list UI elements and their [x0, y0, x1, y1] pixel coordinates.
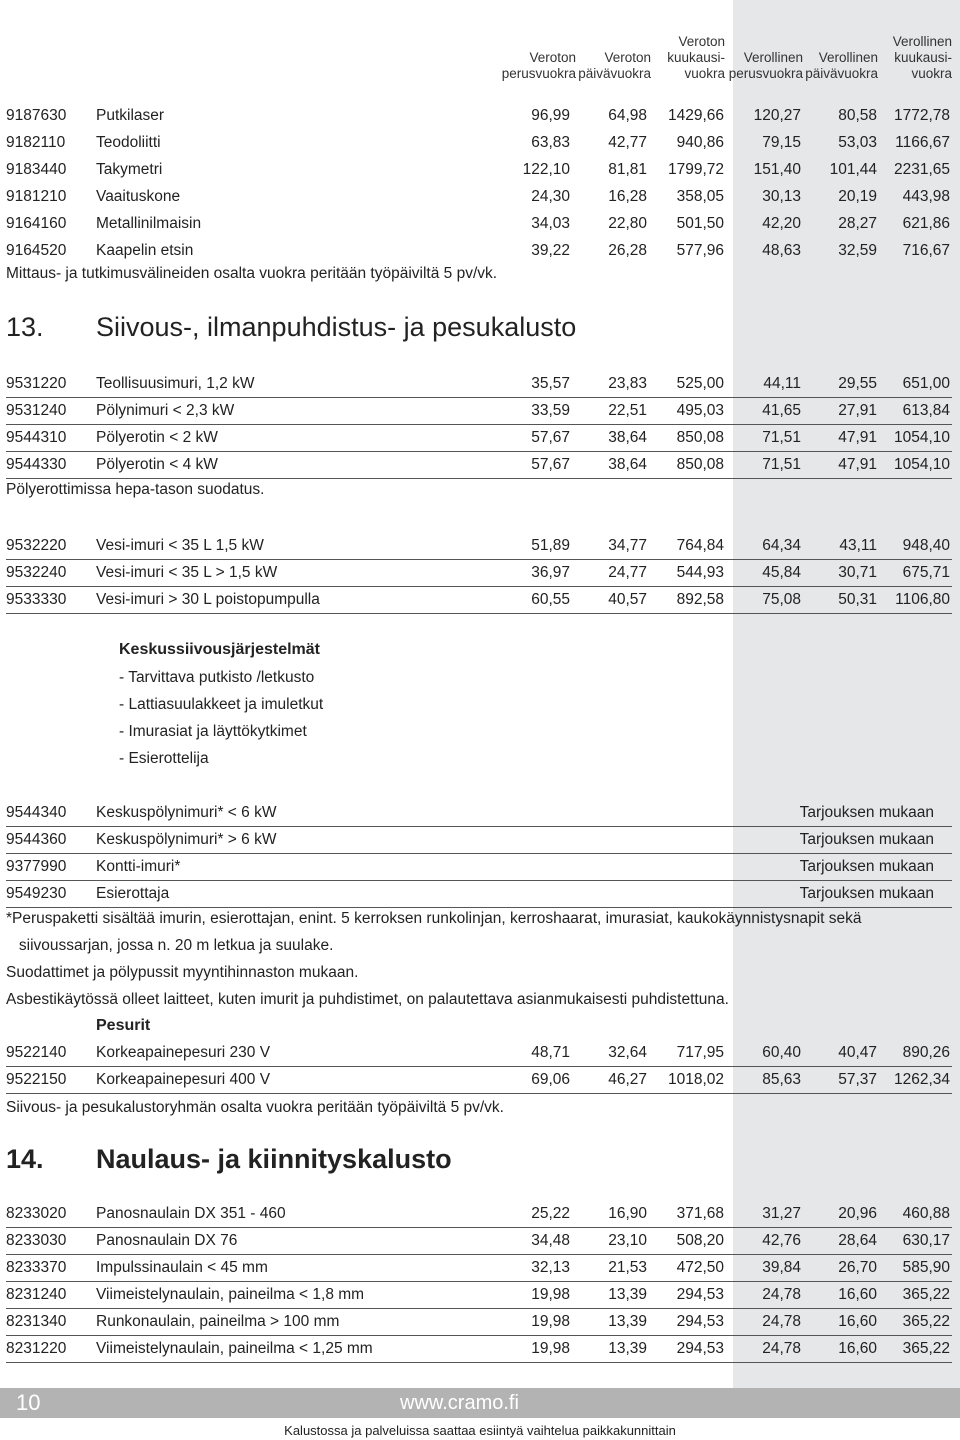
table-row [6, 826, 952, 854]
product-code: 9532240 [6, 564, 67, 581]
price-cell: 472,50 [676, 1259, 724, 1276]
price-cell: 443,98 [902, 188, 950, 205]
measurement-rental-note: Mittaus- ja tutkimusvälineiden osalta vuokra peritään työpäiviltä 5 pv/vk. [6, 265, 498, 282]
price-cell: 294,53 [676, 1286, 724, 1303]
header-verollinen-kuukausivuokra: Verollinen kuukausi- vuokra [892, 34, 952, 81]
product-name: Panosnaulain DX 351 - 460 [96, 1205, 286, 1222]
product-name: Vesi-imuri < 35 L 1,5 kW [96, 537, 264, 554]
product-code: 8231220 [6, 1340, 67, 1357]
price-cell: 85,63 [762, 1071, 801, 1088]
product-name: Pölyerotin < 2 kW [96, 429, 218, 446]
central-item: - Lattiasuulakkeet ja imuletkut [119, 696, 324, 713]
product-name: Viimeistelynaulain, paineilma < 1,8 mm [96, 1286, 365, 1303]
price-cell: 30,71 [838, 564, 877, 581]
price-cell: 948,40 [902, 537, 950, 554]
price-on-request: Tarjouksen mukaan [799, 858, 934, 875]
price-cell: 1799,72 [667, 161, 724, 178]
price-cell: 53,03 [838, 134, 877, 151]
product-name: Vesi-imuri > 30 L poistopumpulla [96, 591, 320, 608]
price-cell: 25,22 [531, 1205, 570, 1222]
price-cell: 38,64 [608, 429, 647, 446]
price-cell: 850,08 [676, 429, 724, 446]
product-name: Pölyerotin < 4 kW [96, 456, 218, 473]
product-code: 8233020 [6, 1205, 67, 1222]
price-cell: 23,83 [608, 375, 647, 392]
price-cell: 1772,78 [893, 107, 950, 124]
product-name: Vaaituskone [96, 188, 181, 205]
price-cell: 45,84 [762, 564, 801, 581]
price-cell: 13,39 [608, 1286, 647, 1303]
price-cell: 294,53 [676, 1340, 724, 1357]
price-cell: 365,22 [902, 1313, 950, 1330]
footer-disclaimer: Kalustossa ja palveluissa saattaa esiintyä vaihtelua paikkakunnittain [284, 1423, 676, 1438]
price-cell: 585,90 [902, 1259, 950, 1276]
product-name: Panosnaulain DX 76 [96, 1232, 238, 1249]
price-cell: 365,22 [902, 1340, 950, 1357]
product-name: Pölynimuri < 2,3 kW [96, 402, 235, 419]
product-code: 9377990 [6, 858, 67, 875]
price-cell: 1166,67 [895, 134, 950, 151]
price-cell: 544,93 [676, 564, 724, 581]
product-code: 9164160 [6, 215, 67, 232]
price-cell: 501,50 [676, 215, 724, 232]
price-cell: 47,91 [838, 456, 877, 473]
price-cell: 40,47 [838, 1044, 877, 1061]
price-cell: 24,78 [762, 1313, 801, 1330]
price-cell: 51,89 [531, 537, 570, 554]
price-cell: 64,34 [762, 537, 801, 554]
price-cell: 20,19 [838, 188, 877, 205]
price-cell: 48,71 [531, 1044, 570, 1061]
price-cell: 19,98 [531, 1313, 570, 1330]
section-13-number: 13. [6, 312, 44, 342]
price-cell: 75,08 [762, 591, 801, 608]
price-cell: 16,60 [838, 1313, 877, 1330]
price-cell: 57,67 [531, 429, 570, 446]
price-cell: 44,11 [763, 375, 801, 392]
price-cell: 22,51 [608, 402, 647, 419]
table-row [6, 880, 952, 908]
price-cell: 19,98 [531, 1340, 570, 1357]
price-cell: 717,95 [676, 1044, 724, 1061]
product-code: 9164520 [6, 242, 67, 259]
product-name: Vesi-imuri < 35 L > 1,5 kW [96, 564, 278, 581]
price-cell: 16,90 [608, 1205, 647, 1222]
product-code: 9522140 [6, 1044, 67, 1061]
price-cell: 120,27 [753, 107, 801, 124]
price-cell: 460,88 [902, 1205, 950, 1222]
table-row [6, 532, 952, 560]
product-code: 9531240 [6, 402, 67, 419]
product-name: Esierottaja [96, 885, 170, 902]
product-name: Putkilaser [96, 107, 165, 124]
price-cell: 79,15 [762, 134, 801, 151]
hepa-note: Pölyerottimissa hepa-tason suodatus. [6, 481, 265, 498]
price-cell: 850,08 [676, 456, 724, 473]
table-row [6, 1200, 952, 1228]
price-cell: 1106,80 [895, 591, 950, 608]
price-cell: 34,77 [608, 537, 647, 554]
price-cell: 122,10 [522, 161, 570, 178]
page-number: 10 [16, 1390, 41, 1415]
price-on-request: Tarjouksen mukaan [799, 831, 934, 848]
product-code: 9549230 [6, 885, 67, 902]
price-cell: 365,22 [902, 1286, 950, 1303]
price-cell: 577,96 [676, 242, 724, 259]
price-cell: 71,51 [762, 456, 801, 473]
cleaning-rental-note: Siivous- ja pesukalustoryhmän osalta vuokra peritään työpäiviltä 5 pv/vk. [6, 1099, 504, 1116]
page-footer [0, 1388, 960, 1440]
price-cell: 101,44 [829, 161, 877, 178]
product-name: Korkeapainepesuri 400 V [96, 1071, 271, 1088]
product-name: Korkeapainepesuri 230 V [96, 1044, 271, 1061]
header-veroton-kuukausivuokra: Veroton kuukausi- vuokra [667, 34, 725, 81]
product-code: 8231340 [6, 1313, 67, 1330]
product-name: Keskuspölynimuri* > 6 kW [96, 831, 277, 848]
table-row [6, 586, 952, 614]
price-cell: 13,39 [608, 1313, 647, 1330]
price-cell: 60,55 [531, 591, 570, 608]
product-name: Teodoliitti [96, 134, 161, 151]
price-cell: 16,60 [838, 1340, 877, 1357]
product-name: Impulssinaulain < 45 mm [96, 1259, 268, 1276]
table-row [6, 853, 952, 881]
price-cell: 50,31 [838, 591, 877, 608]
product-code: 9531220 [6, 375, 67, 392]
price-cell: 621,86 [902, 215, 950, 232]
price-cell: 525,00 [676, 375, 724, 392]
price-cell: 24,78 [762, 1340, 801, 1357]
price-cell: 71,51 [762, 429, 801, 446]
price-cell: 42,77 [608, 134, 647, 151]
price-cell: 26,28 [608, 242, 647, 259]
product-name: Viimeistelynaulain, paineilma < 1,25 mm [96, 1340, 373, 1357]
price-cell: 32,59 [838, 242, 877, 259]
table-row [6, 397, 952, 425]
header-verollinen-perusvuokra: Verollinen perusvuokra [728, 50, 803, 81]
price-cell: 630,17 [902, 1232, 950, 1249]
central-systems-title: Keskussiivousjärjestelmät [119, 641, 320, 658]
price-cell: 36,97 [531, 564, 570, 581]
table-row [6, 451, 952, 479]
product-code: 9544340 [6, 804, 67, 821]
price-cell: 892,58 [676, 591, 724, 608]
price-on-request: Tarjouksen mukaan [799, 804, 934, 821]
table-row [6, 1281, 952, 1309]
product-code: 8231240 [6, 1286, 67, 1303]
price-cell: 24,77 [608, 564, 647, 581]
price-cell: 46,27 [608, 1071, 647, 1088]
price-cell: 39,84 [762, 1259, 801, 1276]
table-row [6, 102, 952, 129]
price-cell: 371,68 [676, 1205, 724, 1222]
price-cell: 24,30 [531, 188, 570, 205]
price-cell: 940,86 [676, 134, 724, 151]
price-cell: 26,70 [838, 1259, 877, 1276]
table-row [6, 183, 952, 210]
product-name: Takymetri [96, 161, 163, 178]
price-cell: 675,71 [902, 564, 950, 581]
price-on-request: Tarjouksen mukaan [799, 885, 934, 902]
price-cell: 21,53 [608, 1259, 647, 1276]
product-code: 9522150 [6, 1071, 67, 1088]
price-cell: 13,39 [608, 1340, 647, 1357]
price-cell: 1018,02 [667, 1071, 724, 1088]
price-cell: 34,48 [531, 1232, 570, 1249]
table-row [6, 1335, 952, 1363]
product-code: 9544330 [6, 456, 67, 473]
price-cell: 43,11 [839, 537, 877, 554]
table-row [6, 1066, 952, 1094]
package-note-cont: siivoussarjan, jossa n. 20 m letkua ja suulake. [6, 937, 334, 954]
table-row [6, 1254, 952, 1282]
price-cell: 29,55 [838, 375, 877, 392]
price-cell: 1429,66 [667, 107, 724, 124]
price-cell: 28,64 [838, 1232, 877, 1249]
package-note: *Peruspaketti sisältää imurin, esierottajan, enint. 5 kerroksen runkolinjan, kerroshaarat, imurasiat, kaukokäynnistysnapit sekä [6, 910, 862, 927]
price-cell: 48,63 [762, 242, 801, 259]
central-item: - Tarvittava putkisto /letkusto [119, 669, 315, 686]
table-row [6, 559, 952, 587]
pesurit-title: Pesurit [96, 1017, 151, 1034]
price-cell: 151,40 [753, 161, 801, 178]
price-cell: 495,03 [676, 402, 724, 419]
product-code: 9183440 [6, 161, 67, 178]
price-cell: 64,98 [608, 107, 647, 124]
price-cell: 96,99 [531, 107, 570, 124]
price-cell: 1262,34 [893, 1071, 950, 1088]
section-14-number: 14. [6, 1144, 44, 1174]
table-row [6, 370, 952, 398]
table-row [6, 129, 952, 156]
price-cell: 24,78 [762, 1286, 801, 1303]
product-name: Kontti-imuri* [96, 858, 181, 875]
section-13-title: Siivous-, ilmanpuhdistus- ja pesukalusto [96, 312, 577, 342]
product-code: 9533330 [6, 591, 67, 608]
website-link[interactable]: www.cramo.fi [400, 1392, 519, 1414]
price-cell: 16,28 [608, 188, 647, 205]
product-code: 9181210 [6, 188, 67, 205]
central-item: - Imurasiat ja läyttökytkimet [119, 723, 307, 740]
table-row [6, 1308, 952, 1336]
price-cell: 38,64 [608, 456, 647, 473]
price-cell: 19,98 [531, 1286, 570, 1303]
price-cell: 20,96 [838, 1205, 877, 1222]
price-cell: 294,53 [676, 1313, 724, 1330]
price-cell: 63,83 [531, 134, 570, 151]
price-cell: 1054,10 [893, 429, 950, 446]
price-cell: 40,57 [608, 591, 647, 608]
product-code: 9187630 [6, 107, 67, 124]
filters-note: Suodattimet ja pölypussit myyntihinnaston mukaan. [6, 964, 359, 981]
price-cell: 23,10 [608, 1232, 647, 1249]
price-cell: 613,84 [902, 402, 950, 419]
price-cell: 80,58 [838, 107, 877, 124]
price-cell: 57,37 [838, 1071, 877, 1088]
product-name: Kaapelin etsin [96, 242, 194, 259]
product-code: 9532220 [6, 537, 67, 554]
price-cell: 764,84 [676, 537, 724, 554]
asbestos-note: Asbestikäytössä olleet laitteet, kuten imurit ja puhdistimet, on palautettava asianmukaisesti puhdistettuna. [6, 991, 729, 1008]
product-code: 9182110 [6, 134, 66, 151]
product-code: 9544310 [6, 429, 67, 446]
price-cell: 32,64 [608, 1044, 647, 1061]
price-cell: 28,27 [838, 215, 877, 232]
product-name: Keskuspölynimuri* < 6 kW [96, 804, 277, 821]
price-cell: 81,81 [608, 161, 647, 178]
price-cell: 27,91 [838, 402, 877, 419]
product-name: Runkonaulain, paineilma > 100 mm [96, 1313, 340, 1330]
product-name: Metallinilmaisin [96, 215, 202, 232]
price-cell: 651,00 [902, 375, 950, 392]
price-cell: 16,60 [838, 1286, 877, 1303]
product-name: Teollisuusimuri, 1,2 kW [96, 375, 255, 392]
product-code: 9544360 [6, 831, 67, 848]
price-cell: 31,27 [762, 1205, 801, 1222]
price-cell: 890,26 [902, 1044, 950, 1061]
table-row [6, 424, 952, 452]
header-veroton-perusvuokra: Veroton perusvuokra [501, 50, 576, 81]
table-row [6, 237, 952, 264]
price-cell: 2231,65 [893, 161, 950, 178]
table-row [6, 1039, 952, 1067]
price-cell: 1054,10 [893, 456, 950, 473]
section-14-title: Naulaus- ja kiinnityskalusto [96, 1144, 452, 1174]
table-row [6, 799, 952, 827]
price-cell: 60,40 [762, 1044, 801, 1061]
price-cell: 716,67 [902, 242, 950, 259]
price-cell: 42,20 [762, 215, 801, 232]
price-cell: 41,65 [762, 402, 801, 419]
table-row [6, 210, 952, 237]
price-cell: 69,06 [531, 1071, 570, 1088]
price-cell: 47,91 [838, 429, 877, 446]
price-cell: 57,67 [531, 456, 570, 473]
price-cell: 358,05 [676, 188, 724, 205]
price-cell: 32,13 [531, 1259, 570, 1276]
price-cell: 508,20 [676, 1232, 724, 1249]
table-row [6, 1227, 952, 1255]
central-item: - Esierottelija [119, 750, 209, 767]
header-veroton-paivavuokra: Veroton päivävuokra [578, 50, 651, 81]
price-cell: 35,57 [531, 375, 570, 392]
price-cell: 34,03 [531, 215, 570, 232]
header-verollinen-paivavuokra: Verollinen päivävuokra [805, 50, 878, 81]
price-cell: 42,76 [762, 1232, 801, 1249]
price-cell: 33,59 [531, 402, 570, 419]
price-cell: 22,80 [608, 215, 647, 232]
table-row [6, 156, 952, 183]
price-cell: 39,22 [531, 242, 570, 259]
price-cell: 30,13 [762, 188, 801, 205]
product-code: 8233030 [6, 1232, 67, 1249]
product-code: 8233370 [6, 1259, 67, 1276]
